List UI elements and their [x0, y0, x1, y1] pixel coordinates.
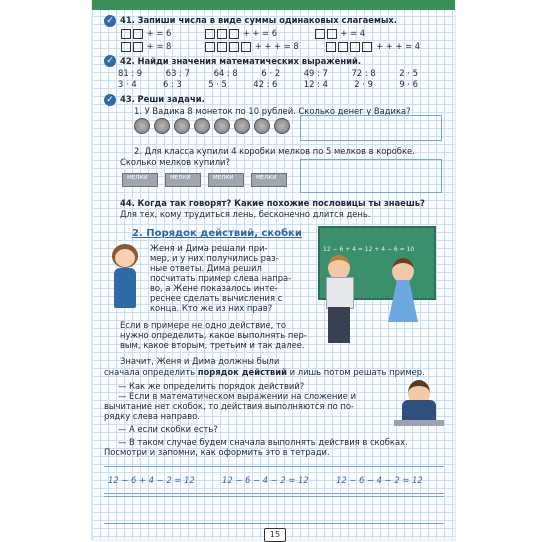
task-42-row-2: 3 · 4 6 : 3 5 · 5 42 : 6 12 : 4 2 · 9 9 · 6: [118, 79, 418, 89]
dialog-block: — Как же определить порядок действий? — Если в математическом выражении на сложение и вычитание нет скобок, то действия выполняются по по- рядку слева направо. — А если скобки есть? — В таком случае будем сначала выполнять действия в скобках. Посмотри и запомни, как оформить это в тетради.: [104, 381, 408, 457]
girl-illustration: [104, 240, 146, 310]
done-check-icon: ✓: [104, 15, 116, 27]
task-43-problem-1: 1. У Вадика 8 монеток по 10 рублей. Сколько денег у Вадика?: [134, 106, 411, 116]
task-44-heading: 44. Когда так говорят? Какие похожие пословицы ты знаешь?: [120, 198, 425, 208]
notebook-empty-row: [104, 496, 444, 524]
task-43-heading: 43. Реши задачи.: [120, 94, 205, 104]
boy-at-desk-illustration: [394, 380, 444, 430]
task-44-proverb: Для тех, кому трудиться лень, бесконечно длится день.: [120, 209, 371, 219]
task-41-heading: 41. Запиши числа в виде суммы одинаковых слагаемых.: [120, 15, 397, 25]
chalkboard: 12 − 6 + 4 = 12 + 4 − 6 = 10: [318, 226, 436, 300]
done-check-icon: ✓: [104, 55, 116, 67]
task-43-problem-2b: Сколько мелков купили?: [120, 157, 230, 167]
girl-in-dress-illustration: [384, 258, 422, 348]
section-title: 2. Порядок действий, скобки: [132, 228, 302, 239]
conclusion-line-1: Значит, Женя и Дима должны были: [120, 356, 280, 366]
page-number: 15: [264, 528, 286, 542]
chalk-boxes-illustration: МЕЛКИ МЕЛКИ МЕЛКИ МЕЛКИ: [122, 172, 294, 191]
rule-paragraph: Если в примере не одно действие, то нужно определить, какое выполнять пер- вым, какое вторым, третьим и так далее.: [120, 320, 307, 350]
done-check-icon: ✓: [104, 94, 116, 106]
task-42-row-1: 81 : 9 63 : 7 64 : 8 6 · 2 49 : 7 72 : 8 2 · 5: [118, 68, 418, 78]
answer-grid: [300, 115, 442, 141]
task-41-row-1: + = 6 + + = 6 + = 4: [120, 28, 365, 39]
answer-grid: [300, 159, 442, 193]
page-top-band: [92, 0, 455, 10]
coins-illustration: [134, 118, 294, 138]
intro-paragraph: Женя и Дима решали при- мер, и у них получились раз- ные ответы. Дима решил посчитать пример слева напра- во, а Жене показалось инте- реснее сделать вычисления с конца. Кто же из них прав?: [150, 243, 292, 313]
task-42-heading: 42. Найди значения математических выражений.: [120, 56, 362, 66]
conclusion-line-2: сначала определить порядок действий и лишь потом решать пример.: [104, 367, 425, 377]
task-41-row-2: + = 8 + + + = 8 + + + = 4: [120, 41, 420, 52]
boy-illustration: [322, 255, 356, 345]
task-43-problem-2a: 2. Для класса купили 4 коробки мелков по 5 мелков в коробке.: [134, 146, 415, 156]
notebook-writing-row: 12 − 6 + 4 − 2 = 12 12 − 6 − 4 − 2 = 12 12 − 6 − 4 − 2 = 12: [104, 466, 444, 494]
